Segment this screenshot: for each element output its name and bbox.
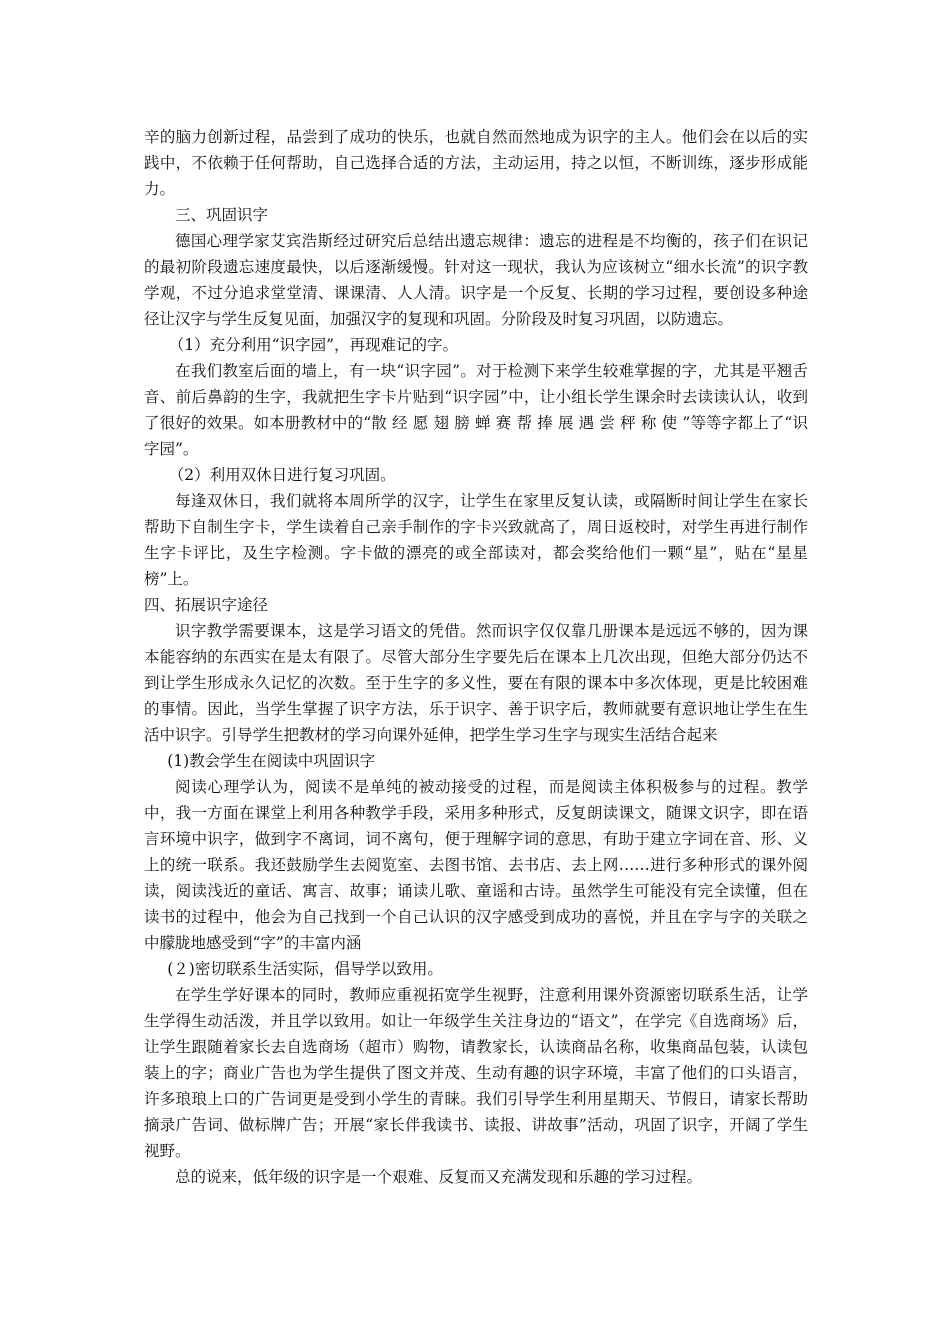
paragraph-continuation: 辛的脑力创新过程，品尝到了成功的快乐，也就自然而然地成为识字的主人。他们会在以后的实践中，不依赖于任何帮助，自己选择合适的方法，主动运用，持之以恒，不断训练，逐步形成能力。 xyxy=(144,128,808,198)
document-body xyxy=(144,124,808,1190)
paragraph-literacy-garden: 在我们教室后面的墙上，有一块“识字园”。对于检测下来学生较难掌握的字，尤其是平翘舌音、前后鼻韵的生字，我就把生字卡片贴到“识字园”中，让小组长学生课余时去读读认认，收到了很好的效果。如本册教材中的“散 经 愿 翅 膀 蝉 赛 帮 捧 展 遇 尝 秤 称 使 ”等等字都上了“识字园”。 xyxy=(144,362,808,458)
subheading-literacy-garden: （1）充分利用“识字园”，再现难记的字。 xyxy=(168,336,459,354)
section-heading-expand: 四、拓展识字途径 xyxy=(144,596,269,614)
paragraph-weekend-review: 每逢双休日，我们就将本周所学的汉字，让学生在家里反复认读，或隔断时间让学生在家长帮助下自制生字卡，学生读着自己亲手制作的字卡兴致就高了，周日返校时，对学生再进行制作生字卡评比，及生字检测。字卡做的漂亮的或全部读对，都会奖给他们一颗“星”，贴在“星星榜”上。 xyxy=(144,492,808,588)
paragraph-textbook-limits: 识字教学需要课本，这是学习语文的凭借。然而识字仅仅靠几册课本是远远不够的，因为课本能容纳的东西实在是太有限了。尽管大部分生字要先后在课本上几次出现，但绝大部分仍达不到让学生形成永久记忆的次数。至于生字的多义性，要在有限的课本中多次体现，更是比较困难的事情。因此，当学生掌握了识字方法，乐于识字、善于识字后，教师就要有意识地让学生在生活中识字。引导学生把教材的学习向课外延伸，把学生学习生字与现实生活结合起来 xyxy=(144,622,808,744)
paragraph-reading: 阅读心理学认为，阅读不是单纯的被动接受的过程，而是阅读主体积极参与的过程。教学中，我一方面在课堂上利用各种教学手段，采用多种形式，反复朗读课文，随课文识字，即在语言环境中识字，做到字不离词，词不离句，便于理解字词的意思，有助于建立字词在音、形、义上的统一联系。我还鼓励学生去阅览室、去图书馆、去书店、去上网……进行多种形式的课外阅读，阅读浅近的童话、寓言、故事；诵读儿歌、童谣和古诗。虽然学生可能没有完全读懂，但在读书的过程中，他会为自己找到一个自己认识的汉字感受到成功的喜悦，并且在字与字的关联之中朦胧地感受到“字”的丰富内涵 xyxy=(144,778,808,952)
subheading-reading: (1)教会学生在阅读中巩固识字 xyxy=(167,752,376,770)
paragraph-conclusion: 总的说来，低年级的识字是一个艰难、反复而又充满发现和乐趣的学习过程。 xyxy=(175,1168,703,1186)
section-heading-consolidate: 三、巩固识字 xyxy=(175,206,269,224)
paragraph-forgetting-curve: 德国心理学家艾宾浩斯经过研究后总结出遗忘规律：遗忘的进程是不均衡的，孩子们在识记的最初阶段遗忘速度最快，以后逐渐缓慢。针对这一现状，我认为应该树立“细水长流”的识字教学观，不过分追求堂堂清、课课清、人人清。识字是一个反复、长期的学习过程，要创设多种途径让汉字与学生反复见面，加强汉字的复现和巩固。分阶段及时复习巩固，以防遗忘。 xyxy=(144,232,808,328)
subheading-daily-life: (２)密切联系生活实际，倡导学以致用。 xyxy=(167,960,443,978)
subheading-weekend-review: （2）利用双休日进行复习巩固。 xyxy=(168,466,396,484)
paragraph-daily-life: 在学生学好课本的同时，教师应重视拓宽学生视野，注意利用课外资源密切联系生活，让学生学得生动活泼，并且学以致用。如让一年级学生关注身边的“语文”，在学完《自选商场》后，让学生跟随着家长去自选商场（超市）购物，请教家长，认读商品名称，收集商品包装，认读包装上的字；商业广告也为学生提供了图文并茂、生动有趣的识字环境，丰富了他们的口头语言，许多琅琅上口的广告词更是受到小学生的青睐。我们引导学生利用星期天、节假日，请家长帮助摘录广告词、做标牌广告；开展“家长伴我读书、读报、讲故事”活动，巩固了识字，开阔了学生视野。 xyxy=(144,986,808,1160)
